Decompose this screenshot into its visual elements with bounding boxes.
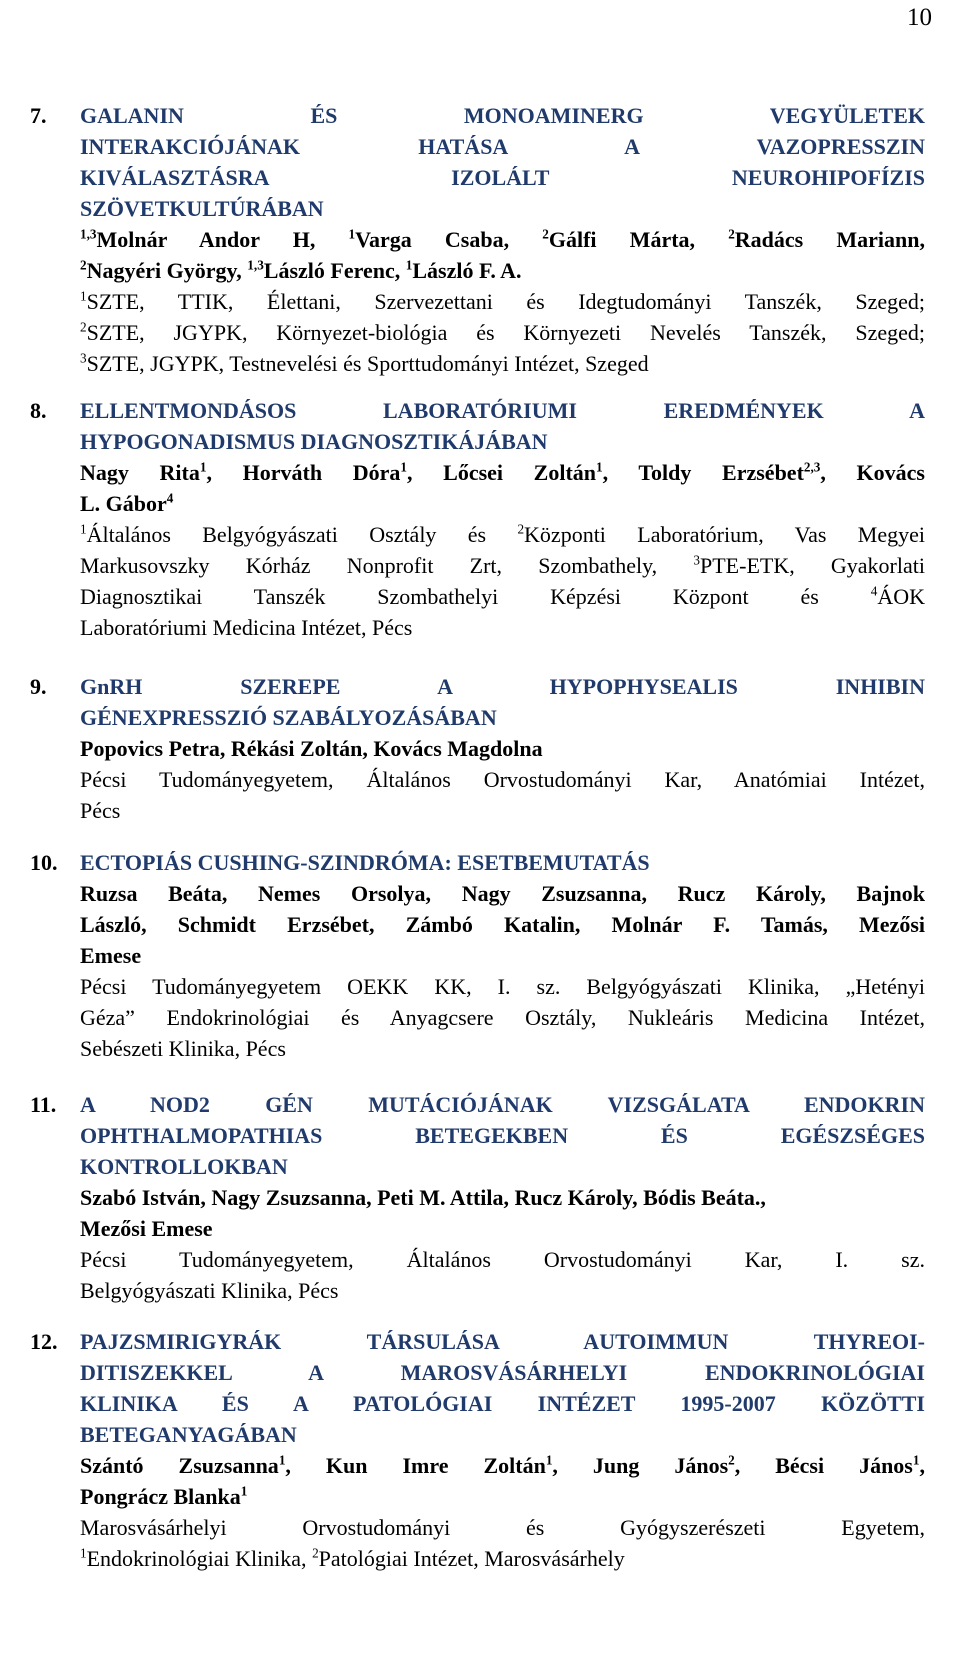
affiliation-line <box>80 519 925 550</box>
affiliation-text: Endokrinológiai Klinika, <box>86 1546 313 1571</box>
author-line <box>80 1481 925 1512</box>
title-line: A NOD2 GÉN MUTÁCIÓJÁNAK VIZSGÁLATA ENDOKRIN <box>80 1092 925 1117</box>
author-line <box>80 224 925 255</box>
affiliation-line: Pécsi Tudományegyetem, Általános Orvostudományi Kar, Anatómiai Intézet, <box>80 767 925 792</box>
title-line: KIVÁLASZTÁSRA IZOLÁLT NEUROHIPOFÍZIS <box>80 165 925 190</box>
author-name: , Jung János <box>552 1453 729 1478</box>
title-line: INTERAKCIÓJÁNAK HATÁSA A VAZOPRESSZIN <box>80 134 925 159</box>
entry-title <box>80 1089 925 1182</box>
author-sup: 2,3 <box>803 459 821 475</box>
author-name: Molnár Andor H, <box>96 227 349 252</box>
title-line: GnRH SZEREPE A HYPOPHYSEALIS INHIBIN <box>80 674 925 699</box>
author-line: Popovics Petra, Rékási Zoltán, Kovács Magdolna <box>80 736 543 761</box>
entry-number: 10. <box>30 850 58 875</box>
author-name: , Horváth Dóra <box>206 460 401 485</box>
entry-number: 8. <box>30 398 47 423</box>
author-sup: 4 <box>166 490 174 506</box>
affiliation-line <box>80 317 925 348</box>
affiliation-sup: 3 <box>80 350 87 366</box>
author-sup: 1,3 <box>80 226 97 242</box>
affiliation-line: Belgyógyászati Klinika, Pécs <box>80 1278 339 1303</box>
affiliation-sup: 2 <box>517 521 525 537</box>
author-sup: 1 <box>199 459 207 475</box>
affiliation-text: SZTE, JGYPK, Környezet-biológia és Környezeti Nevelés Tanszék, Szeged; <box>86 320 925 345</box>
affiliation-line: Sebészeti Klinika, Pécs <box>80 1036 286 1061</box>
author-line: Mezősi Emese <box>80 1216 213 1241</box>
entry-title <box>80 1326 925 1450</box>
entry-authors <box>80 1182 925 1244</box>
entry-authors <box>80 1450 925 1512</box>
author-name: Nagy Rita <box>80 460 200 485</box>
title-line: KONTROLLOKBAN <box>80 1154 288 1179</box>
affiliation-text: Markusovszky Kórház Nonprofit Zrt, Szombathely, <box>80 553 694 578</box>
entry-number: 9. <box>30 674 47 699</box>
author-name: , Kun Imre Zoltán <box>285 1453 546 1478</box>
entry-authors <box>80 224 925 286</box>
entry-affiliations <box>80 519 925 643</box>
entry-title <box>80 100 925 224</box>
abstract-entry-12 <box>30 1326 928 1574</box>
affiliation-line <box>80 1543 925 1574</box>
author-name: László F. A. <box>412 258 522 283</box>
author-line <box>80 457 925 488</box>
author-sup: 1 <box>400 459 407 475</box>
author-sup: 1 <box>912 1452 920 1468</box>
entry-affiliations <box>80 286 925 379</box>
title-line: OPHTHALMOPATHIAS BETEGEKBEN ÉS EGÉSZSÉGES <box>80 1123 925 1148</box>
author-name: László Ferenc, <box>263 258 406 283</box>
title-line: HYPOGONADISMUS DIAGNOSZTIKÁJÁBAN <box>80 429 548 454</box>
author-sup: 1 <box>596 459 603 475</box>
affiliation-text: PTE-ETK, Gyakorlati <box>700 553 925 578</box>
author-name: Radács Mariann, <box>734 227 925 252</box>
author-name: , Bécsi János <box>734 1453 913 1478</box>
author-name: , Toldy Erzsébet <box>602 460 804 485</box>
affiliation-text: SZTE, JGYPK, Testnevelési és Sporttudományi Intézet, Szeged <box>86 351 649 376</box>
entry-authors <box>80 733 925 764</box>
author-line: Emese <box>80 943 142 968</box>
author-name: Pongrácz Blanka <box>80 1484 241 1509</box>
author-sup: 1 <box>405 257 413 273</box>
affiliation-sup: 1 <box>80 1545 87 1561</box>
entry-affiliations <box>80 971 925 1064</box>
affiliation-line <box>80 348 925 379</box>
author-line: László, Schmidt Erzsébet, Zámbó Katalin, Molnár F. Tamás, Mezősi <box>80 912 925 937</box>
title-line: BETEGANYAGÁBAN <box>80 1422 297 1447</box>
affiliation-line <box>80 286 925 317</box>
affiliation-line <box>80 581 925 612</box>
affiliation-text: Központi Laboratórium, Vas Megyei <box>524 522 925 547</box>
entry-affiliations <box>80 1512 925 1574</box>
author-name: Szántó Zsuzsanna <box>80 1453 279 1478</box>
affiliation-text: Patológiai Intézet, Marosvásárhely <box>318 1546 625 1571</box>
author-sup: 1 <box>278 1452 286 1468</box>
author-name: Gálfi Márta, <box>548 227 729 252</box>
author-line: Ruzsa Beáta, Nemes Orsolya, Nagy Zsuzsanna, Rucz Károly, Bajnok <box>80 881 925 906</box>
author-sup: 1 <box>240 1483 248 1499</box>
abstract-entry-11 <box>30 1089 928 1306</box>
title-line: ECTOPIÁS CUSHING-SZINDRÓMA: ESETBEMUTATÁS <box>80 850 650 875</box>
title-line: GALANIN ÉS MONOAMINERG VEGYÜLETEK <box>80 103 925 128</box>
abstract-entry-8 <box>30 395 928 643</box>
affiliation-line <box>80 550 925 581</box>
title-line: ELLENTMONDÁSOS LABORATÓRIUMI EREDMÉNYEK A <box>80 398 925 423</box>
author-name: , <box>919 1453 925 1478</box>
entry-number: 7. <box>30 103 47 128</box>
entry-number: 12. <box>30 1329 58 1354</box>
author-sup: 2 <box>728 226 735 242</box>
author-name: , Kovács <box>820 460 925 485</box>
author-sup: 2 <box>542 226 549 242</box>
entry-authors <box>80 878 925 971</box>
author-name: L. Gábor <box>80 491 167 516</box>
author-sup: 1 <box>348 226 356 242</box>
title-line: SZÖVETKULTÚRÁBAN <box>80 196 324 221</box>
title-line: DITISZEKKEL A MAROSVÁSÁRHELYI ENDOKRINOLÓGIAI <box>80 1360 925 1385</box>
author-name: Varga Csaba, <box>355 227 543 252</box>
affiliation-text: SZTE, TTIK, Élettani, Szervezettani és Idegtudományi Tanszék, Szeged; <box>86 289 925 314</box>
affiliation-sup: 1 <box>80 521 87 537</box>
author-sup: 2 <box>728 1452 735 1468</box>
affiliation-line: Pécs <box>80 798 121 823</box>
affiliation-line: Pécsi Tudományegyetem, Általános Orvostudományi Kar, I. sz. <box>80 1247 925 1272</box>
author-line <box>80 255 925 286</box>
title-line: PAJZSMIRIGYRÁK TÁRSULÁSA AUTOIMMUN THYREOI- <box>80 1329 925 1354</box>
abstract-entry-9 <box>30 671 928 826</box>
entry-title <box>80 395 925 457</box>
author-line: Szabó István, Nagy Zsuzsanna, Peti M. Attila, Rucz Károly, Bódis Beáta., <box>80 1185 766 1210</box>
abstract-entry-7 <box>30 100 928 379</box>
affiliation-line: Laboratóriumi Medicina Intézet, Pécs <box>80 615 413 640</box>
affiliation-line: Marosvásárhelyi Orvostudományi és Gyógyszerészeti Egyetem, <box>80 1515 925 1540</box>
author-sup: 1,3 <box>247 257 264 273</box>
entry-number: 11. <box>30 1092 57 1117</box>
entry-affiliations <box>80 1244 925 1306</box>
entry-title <box>80 847 925 878</box>
entry-affiliations <box>80 764 925 826</box>
affiliation-line: Géza” Endokrinológiai és Anyagcsere Osztály, Nukleáris Medicina Intézet, <box>80 1005 925 1030</box>
author-line <box>80 488 925 519</box>
entry-authors <box>80 457 925 519</box>
affiliation-sup: 2 <box>312 1545 319 1561</box>
author-line <box>80 1450 925 1481</box>
affiliation-line: Pécsi Tudományegyetem OEKK KK, I. sz. Belgyógyászati Klinika, „Hetényi <box>80 974 925 999</box>
affiliation-sup: 1 <box>80 288 87 304</box>
affiliation-sup: 2 <box>80 319 87 335</box>
title-line: KLINIKA ÉS A PATOLÓGIAI INTÉZET 1995-2007 KÖZÖTTI <box>80 1391 925 1416</box>
affiliation-text: Általános Belgyógyászati Osztály és <box>86 522 518 547</box>
affiliation-text: ÁOK <box>877 584 925 609</box>
author-name: Nagyéri György, <box>86 258 248 283</box>
affiliation-sup: 3 <box>693 552 700 568</box>
author-sup: 1 <box>545 1452 553 1468</box>
page-number: 10 <box>907 4 932 31</box>
abstract-entry-10 <box>30 847 928 1064</box>
title-line: GÉNEXPRESSZIÓ SZABÁLYOZÁSÁBAN <box>80 705 497 730</box>
affiliation-text: Diagnosztikai Tanszék Szombathelyi Képzési Központ és <box>80 584 871 609</box>
entry-title <box>80 671 925 733</box>
author-name: , Lőcsei Zoltán <box>406 460 597 485</box>
author-sup: 2 <box>80 257 87 273</box>
affiliation-sup: 4 <box>870 583 878 599</box>
